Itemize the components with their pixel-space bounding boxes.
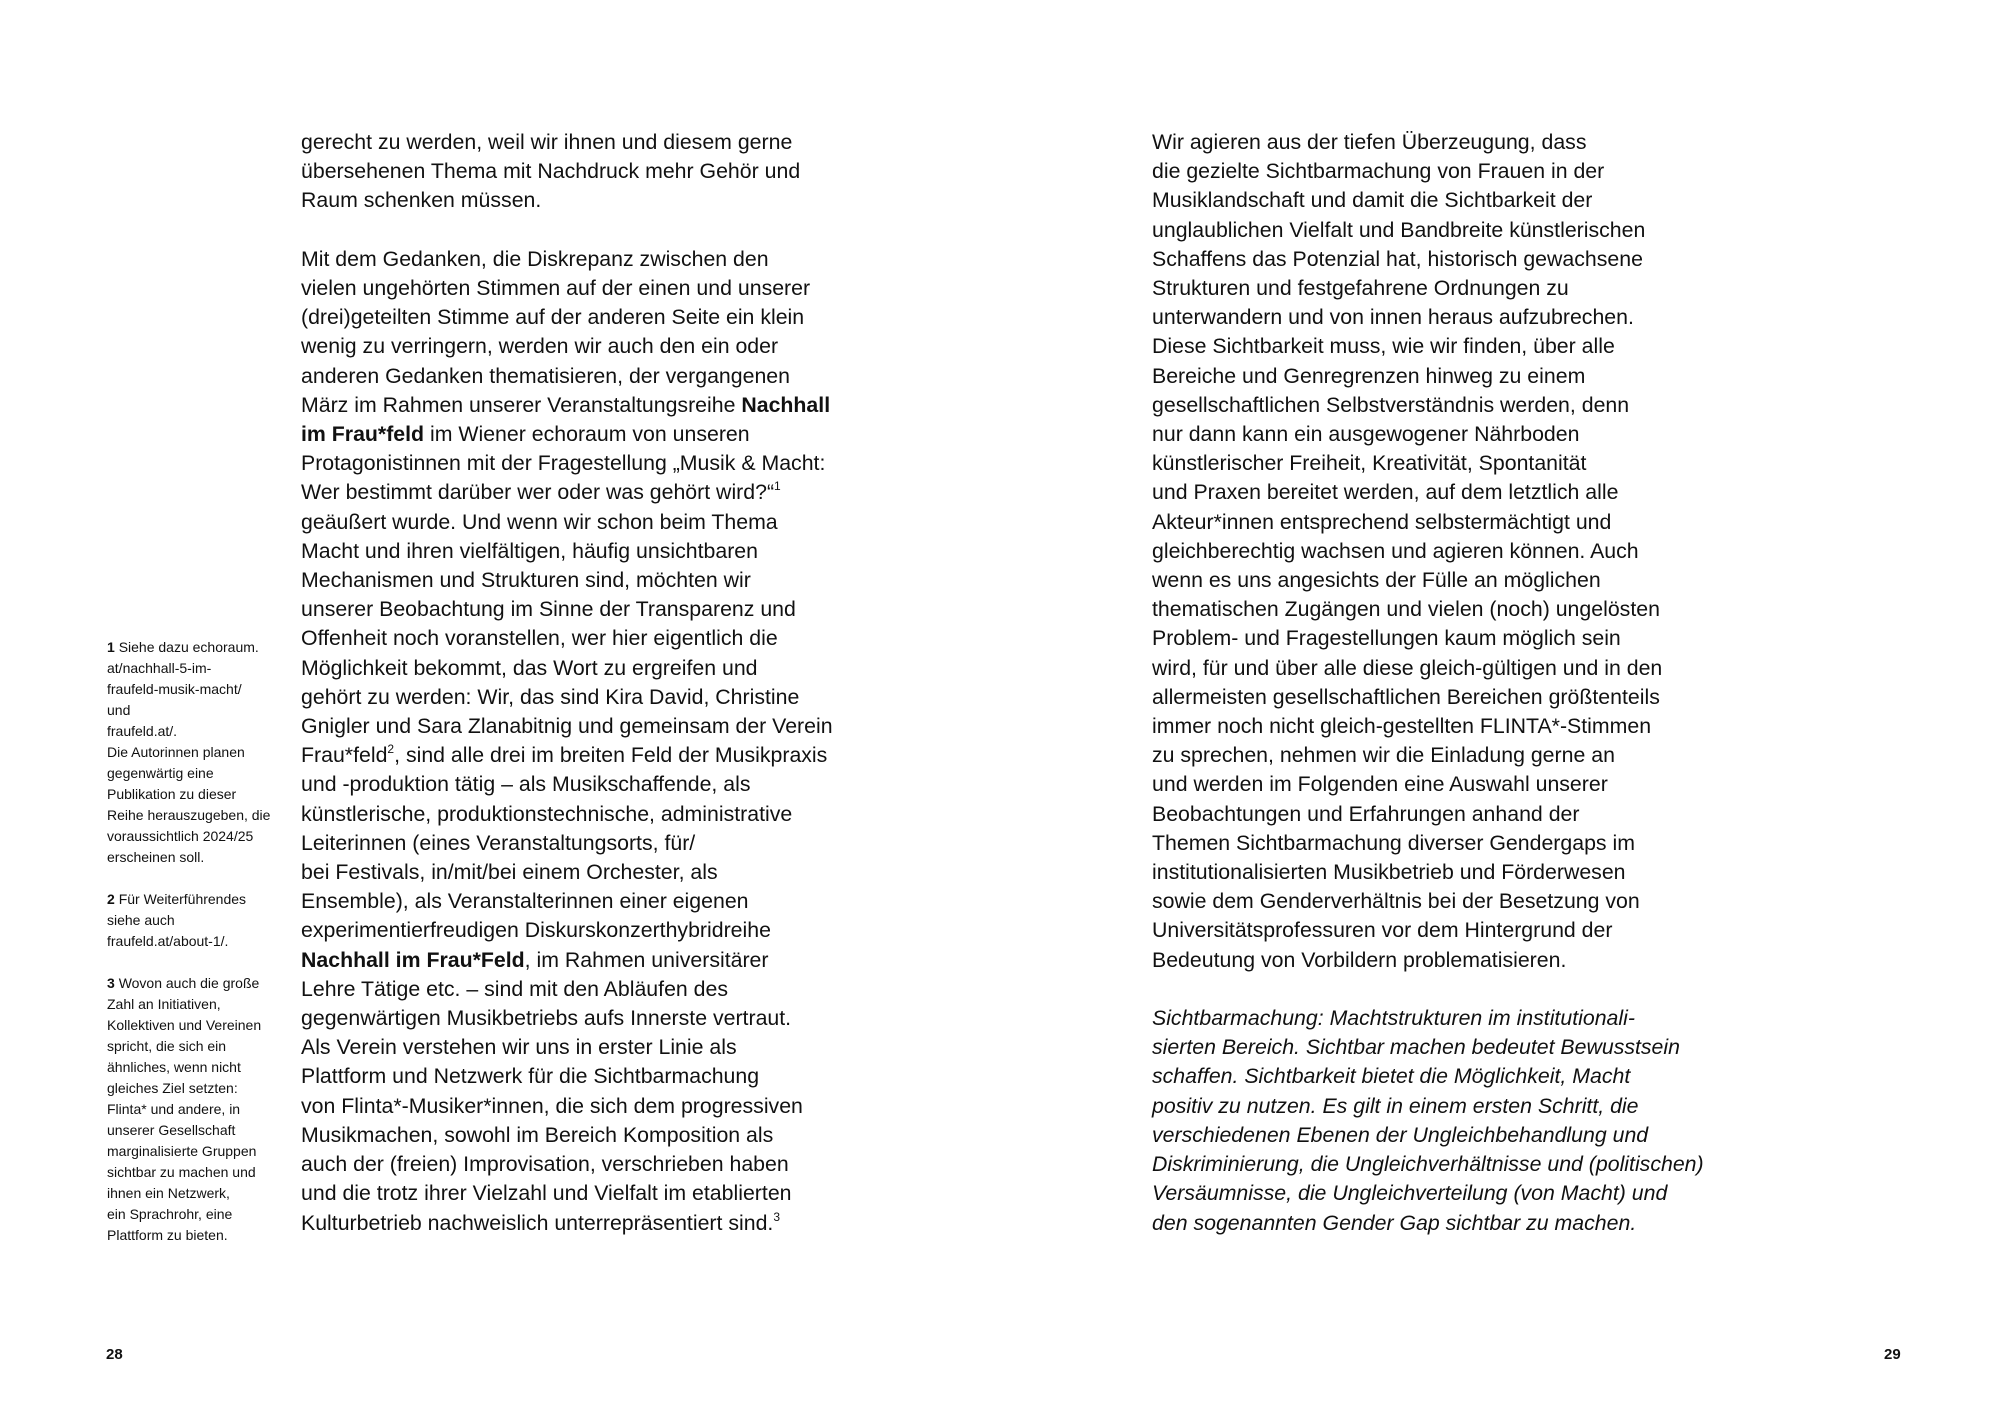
event-name-bold: Nachhall	[741, 392, 831, 417]
text-line: unterwandern und von innen heraus aufzubrechen.	[1152, 305, 1634, 330]
footnote-line: Zahl an Initiativen,	[107, 996, 221, 1012]
text-line: gesellschaftlichen Selbstverständnis werden, denn	[1152, 392, 1630, 417]
text-line: Strukturen und festgefahrene Ordnungen zu	[1152, 276, 1569, 301]
footnote-line: Kollektiven und Vereinen	[107, 1017, 262, 1033]
text-line: Diskriminierung, die Ungleichverhältnisse und (politischen)	[1152, 1152, 1704, 1177]
text-line	[301, 420, 901, 449]
text-line: Musiklandschaft und damit die Sichtbarkeit der	[1152, 188, 1593, 213]
footnote-line: fraufeld-musik-macht/	[107, 681, 242, 697]
text-line: wird, für und über alle diese gleich-gültigen und in den	[1152, 655, 1663, 680]
text-line: Themen Sichtbarmachung diverser Gendergaps im	[1152, 830, 1635, 855]
text-line: Als Verein verstehen wir uns in erster Linie als	[301, 1035, 737, 1060]
text-line: Macht und ihren vielfältigen, häufig unsichtbaren	[301, 538, 758, 563]
footnote-line: ein Sprachrohr, eine	[107, 1206, 233, 1222]
text-line: unserer Beobachtung im Sinne der Transparenz und	[301, 597, 796, 622]
footnote-text: Siehe dazu echoraum.	[118, 639, 259, 655]
left-paragraph-2	[301, 245, 901, 1238]
footnote-line: erscheinen soll.	[107, 849, 205, 865]
right-page-body	[1152, 128, 1752, 1238]
footnote-number: 2	[107, 891, 115, 907]
text-line: gleichberechtig wachsen und agieren können. Auch	[1152, 538, 1639, 563]
text-line: experimentierfreudigen Diskurskonzerthybridreihe	[301, 918, 771, 943]
text-line: (drei)geteilten Stimme auf der anderen Seite ein klein	[301, 305, 805, 330]
text-line: Mit dem Gedanken, die Diskrepanz zwischen den	[301, 246, 769, 271]
left-page-body	[301, 128, 901, 1238]
text-segment: März im Rahmen unserer Veranstaltungsreihe	[301, 392, 742, 417]
text-line: Schaffens das Potenzial hat, historisch gewachsene	[1152, 246, 1643, 271]
text-line: Akteur*innen entsprechend selbstermächtigt und	[1152, 509, 1612, 534]
text-line: übersehenen Thema mit Nachdruck mehr Gehör und	[301, 159, 801, 184]
text-line: bei Festivals, in/mit/bei einem Orchester, als	[301, 860, 718, 885]
text-line: Musikmachen, sowohl im Bereich Komposition als	[301, 1122, 774, 1147]
text-line: wenn es uns angesichts der Fülle an möglichen	[1152, 568, 1601, 593]
text-line: sowie dem Genderverhältnis bei der Besetzung von	[1152, 889, 1640, 914]
footnote-line: fraufeld.at/about-1/.	[107, 933, 229, 949]
text-line: Wir agieren aus der tiefen Überzeugung, dass	[1152, 130, 1587, 154]
right-paragraph-2-italic	[1152, 1004, 1752, 1238]
footnote-text: Wovon auch die große	[118, 975, 260, 991]
text-line	[301, 478, 901, 507]
footnote-line: ähnliches, wenn nicht	[107, 1059, 241, 1075]
footnote-ref: 2	[387, 742, 395, 757]
footnote-line: Plattform zu bieten.	[107, 1227, 228, 1243]
text-line: Mechanismen und Strukturen sind, möchten wir	[301, 568, 751, 593]
text-line: Bereiche und Genregrenzen hinweg zu einem	[1152, 363, 1586, 388]
footnote-line: fraufeld.at/.	[107, 723, 178, 739]
text-line: den sogenannten Gender Gap sichtbar zu machen.	[1152, 1210, 1637, 1235]
footnote-line: spricht, die sich ein	[107, 1038, 227, 1054]
footnote-line	[107, 973, 287, 994]
text-line: gerecht zu werden, weil wir ihnen und diesem gerne	[301, 130, 793, 154]
footnote-ref: 1	[774, 479, 781, 494]
text-segment: Kulturbetrieb nachweislich unterrepräsentiert sind.	[301, 1210, 774, 1235]
text-line: Protagonistinnen mit der Fragestellung „Musik & Macht:	[301, 451, 826, 476]
footnote-line: unserer Gesellschaft	[107, 1122, 236, 1138]
right-paragraph-1	[1152, 128, 1752, 975]
text-line: vielen ungehörten Stimmen auf der einen und unserer	[301, 276, 811, 300]
text-line: gegenwärtigen Musikbetriebs aufs Innerste vertraut.	[301, 1006, 792, 1031]
footnote-line: at/nachhall-5-im-	[107, 660, 212, 676]
footnote-line: Die Autorinnen planen	[107, 744, 245, 760]
text-line: schaffen. Sichtbarkeit bietet die Möglichkeit, Macht	[1152, 1064, 1631, 1089]
footnotes	[107, 637, 287, 1267]
footnote-line: und	[107, 702, 131, 718]
text-line: positiv zu nutzen. Es gilt in einem ersten Schritt, die	[1152, 1093, 1639, 1118]
page-number-right: 29	[1884, 1346, 1901, 1363]
text-line: und werden im Folgenden eine Auswahl unserer	[1152, 772, 1608, 797]
footnote-2	[107, 889, 287, 952]
text-line: Offenheit noch voranstellen, wer hier eigentlich die	[301, 626, 778, 651]
text-line: geäußert wurde. Und wenn wir schon beim Thema	[301, 509, 778, 534]
text-line: Möglichkeit bekommt, das Wort zu ergreifen und	[301, 655, 758, 680]
event-name-bold: Nachhall im Frau*Feld	[301, 947, 525, 972]
text-line: unglaublichen Vielfalt und Bandbreite künstlerischen	[1152, 217, 1646, 242]
footnote-line: sichtbar zu machen und	[107, 1164, 256, 1180]
paragraph-gap	[301, 216, 901, 245]
text-line: zu sprechen, nehmen wir die Einladung gerne an	[1152, 743, 1615, 768]
left-paragraph-1	[301, 128, 901, 216]
text-segment: Wer bestimmt darüber wer oder was gehört wird?“	[301, 480, 775, 505]
text-line: allermeisten gesellschaftlichen Bereichen größtenteils	[1152, 684, 1660, 709]
text-line	[301, 391, 901, 420]
text-line: und -produktion tätig – als Musikschaffende, als	[301, 772, 751, 797]
text-line: künstlerische, produktionstechnische, administrative	[301, 801, 793, 826]
footnote-1	[107, 637, 287, 868]
text-line: gehört zu werden: Wir, das sind Kira David, Christine	[301, 684, 800, 709]
text-line: Plattform und Netzwerk für die Sichtbarmachung	[301, 1064, 760, 1089]
text-line	[301, 741, 901, 770]
text-line: Leiterinnen (eines Veranstaltungsorts, für/	[301, 830, 696, 855]
page-number-left: 28	[106, 1346, 123, 1363]
paragraph-gap	[1152, 975, 1752, 1004]
text-line: Lehre Tätige etc. – sind mit den Abläufen des	[301, 976, 729, 1001]
text-line: Diese Sichtbarkeit muss, wie wir finden, über alle	[1152, 334, 1615, 359]
text-line: sierten Bereich. Sichtbar machen bedeutet Bewusstsein	[1152, 1035, 1680, 1060]
text-line: Gnigler und Sara Zlanabitnig und gemeinsam der Verein	[301, 714, 833, 739]
text-line	[301, 946, 901, 975]
text-line: anderen Gedanken thematisieren, der vergangenen	[301, 363, 790, 388]
footnote-ref: 3	[773, 1209, 781, 1224]
footnote-line: Reihe herauszugeben, die	[107, 807, 271, 823]
footnote-line: Publikation zu dieser	[107, 786, 237, 802]
text-line: verschiedenen Ebenen der Ungleichbehandlung und	[1152, 1122, 1649, 1147]
text-line: wenig zu verringern, werden wir auch den ein oder	[301, 334, 779, 359]
text-line: nur dann kann ein ausgewogener Nährboden	[1152, 422, 1580, 447]
footnote-number: 1	[107, 639, 115, 655]
footnote-3	[107, 973, 287, 1246]
text-line: Problem- und Fragestellungen kaum möglich sein	[1152, 626, 1621, 651]
text-segment: , sind alle drei im breiten Feld der Musikpraxis	[394, 743, 828, 768]
footnote-line: gegenwärtig eine	[107, 765, 214, 781]
text-line: immer noch nicht gleich-gestellten FLINTA*-Stimmen	[1152, 714, 1652, 739]
footnote-line: Flinta* und andere, in	[107, 1101, 241, 1117]
text-segment: im Wiener echoraum von unseren	[424, 422, 750, 447]
footnote-number: 3	[107, 975, 115, 991]
text-line: von Flinta*-Musiker*innen, die sich dem progressiven	[301, 1093, 803, 1118]
text-line	[301, 1209, 901, 1238]
text-line: institutionalisierten Musikbetrieb und Förderwesen	[1152, 860, 1626, 885]
text-line: und Praxen bereitet werden, auf dem letztlich alle	[1152, 480, 1619, 505]
text-line: künstlerischer Freiheit, Kreativität, Spontanität	[1152, 451, 1587, 476]
text-line: und die trotz ihrer Vielzahl und Vielfalt im etablierten	[301, 1181, 792, 1206]
text-line: Universitätsprofessuren vor dem Hintergrund der	[1152, 918, 1613, 943]
text-segment: , im Rahmen universitärer	[524, 947, 769, 972]
text-line: Versäumnisse, die Ungleichverteilung (von Macht) und	[1152, 1181, 1668, 1206]
footnote-line	[107, 889, 287, 910]
text-line: die gezielte Sichtbarmachung von Frauen in der	[1152, 159, 1605, 184]
text-line: auch der (freien) Improvisation, verschrieben haben	[301, 1152, 789, 1177]
text-line: Beobachtungen und Erfahrungen anhand der	[1152, 801, 1580, 826]
text-line: Ensemble), als Veranstalterinnen einer eigenen	[301, 889, 749, 914]
event-name-bold: im Frau*feld	[301, 422, 425, 447]
footnote-line: gleiches Ziel setzten:	[107, 1080, 238, 1096]
text-line: Sichtbarmachung: Machtstrukturen im institutionali-	[1152, 1006, 1635, 1031]
footnote-line: voraussichtlich 2024/25	[107, 828, 254, 844]
text-line: thematischen Zugängen und vielen (noch) ungelösten	[1152, 597, 1660, 622]
text-line: Bedeutung von Vorbildern problematisieren.	[1152, 947, 1567, 972]
text-line: Raum schenken müssen.	[301, 188, 542, 213]
footnote-line: marginalisierte Gruppen	[107, 1143, 257, 1159]
footnote-text: Für Weiterführendes	[118, 891, 247, 907]
footnote-line: ihnen ein Netzwerk,	[107, 1185, 230, 1201]
text-segment: Frau*feld	[301, 743, 388, 768]
footnote-line	[107, 637, 287, 658]
footnote-line: siehe auch	[107, 912, 175, 928]
